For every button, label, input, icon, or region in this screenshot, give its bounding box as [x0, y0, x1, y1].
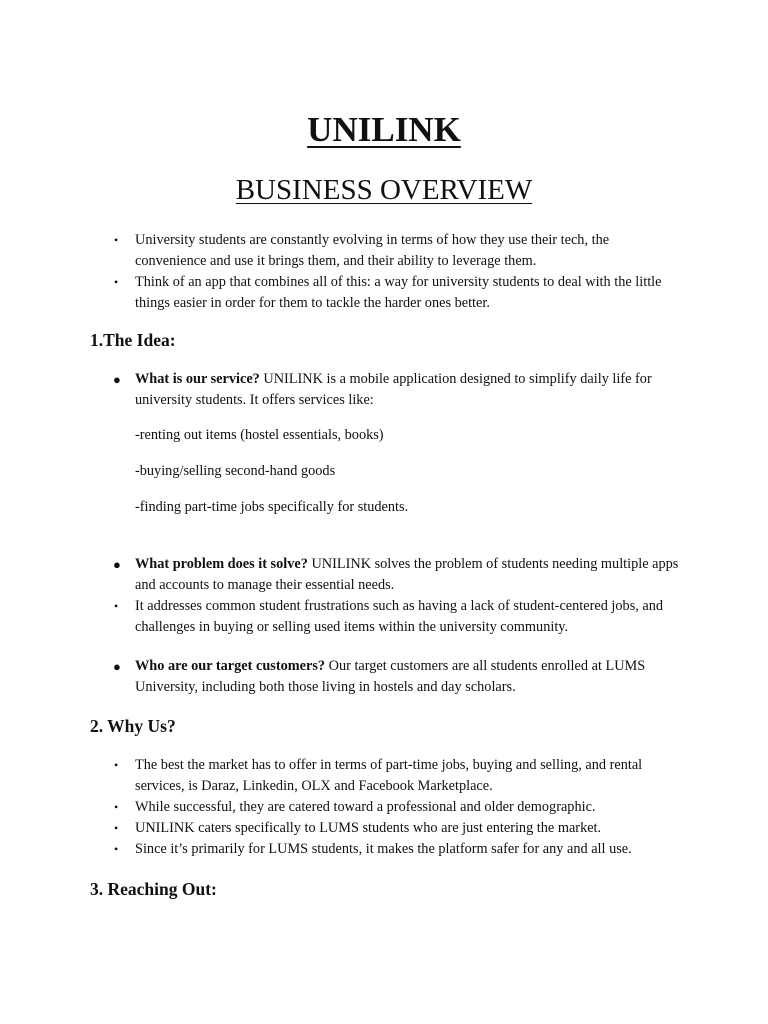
- list-item: • University students are constantly evolving in terms of how they use their tech, the convenience and use it brings them, and their ability to leverage them.: [114, 232, 610, 269]
- document-subtitle: BUSINESS OVERVIEW: [235, 174, 533, 206]
- service-item: -renting out items (hostel essentials, books): [135, 427, 384, 443]
- list-item: • UNILINK caters specifically to LUMS students who are just entering the market.: [114, 820, 602, 836]
- list-item: • While successful, they are catered toward a professional and older demographic.: [114, 799, 596, 815]
- service-item: -finding part-time jobs specifically for students.: [135, 499, 409, 515]
- why-list: [0, 755, 768, 860]
- document-title: UNILINK: [307, 110, 461, 149]
- service-item: -buying/selling second-hand goods: [135, 463, 336, 479]
- problem-question: What problem does it solve?: [135, 556, 308, 572]
- idea-service-list: [0, 369, 768, 411]
- list-item: ● Who are our target customers? Our target customers are all students enrolled at LUMS University, including both those living in hostels and day scholars.: [113, 658, 646, 695]
- idea-customers-list: [0, 656, 768, 698]
- list-item: • The best the market has to offer in terms of part-time jobs, buying and selling, and rental services, is Daraz, Linkedin, OLX and Facebook Marketplace.: [114, 757, 643, 794]
- service-question: What is our service?: [135, 371, 260, 387]
- list-item: ● What problem does it solve? UNILINK solves the problem of students needing multiple apps and accounts to manage their essential needs.: [113, 556, 679, 593]
- list-item: • It addresses common student frustrations such as having a lack of student-centered jobs, and challenges in buying or selling used items within the university community.: [114, 598, 664, 635]
- list-item: • Since it’s primarily for LUMS students, it makes the platform safer for any and all use.: [114, 841, 632, 857]
- customers-question: Who are our target customers?: [135, 658, 326, 674]
- idea-problem-list: [0, 554, 768, 638]
- section-heading-why: 2. Why Us?: [90, 716, 176, 736]
- overview-list: [0, 230, 768, 314]
- section-heading-reaching: 3. Reaching Out:: [90, 879, 217, 899]
- section-heading-idea: 1.The Idea:: [90, 330, 176, 350]
- list-item: • Think of an app that combines all of this: a way for university students to deal with the little things easier in order for them to tackle the harder ones better.: [114, 274, 662, 311]
- list-item: ● What is our service? UNILINK is a mobile application designed to simplify daily life for university students. It offers services like:: [113, 371, 652, 408]
